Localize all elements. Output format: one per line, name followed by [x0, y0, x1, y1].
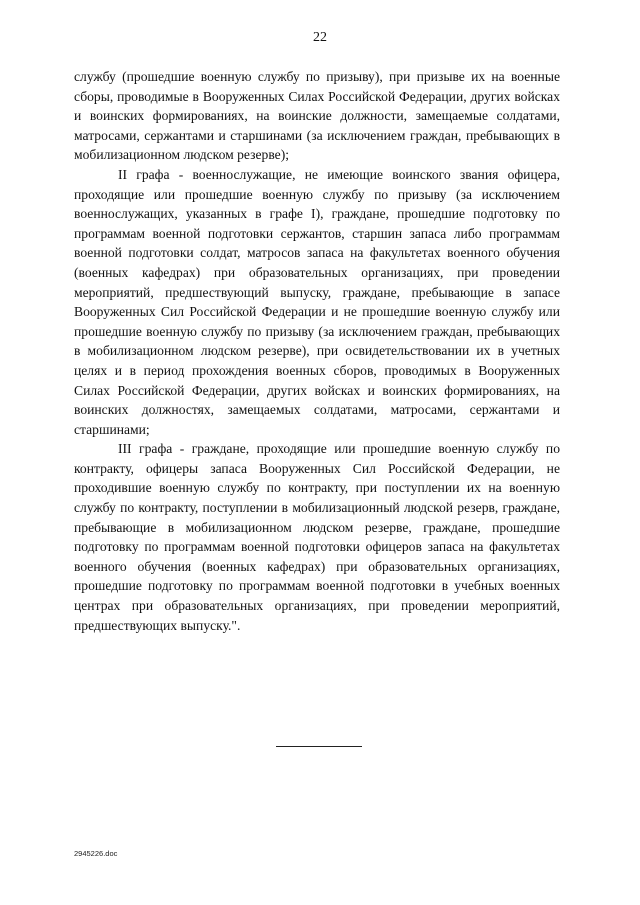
body-text: [74, 67, 560, 635]
separator-line: [276, 746, 362, 747]
page-number: 22: [313, 30, 327, 45]
paragraph-continuation: службу (прошедшие военную службу по призыву), при призыве их на военные сборы, проводимые в Вооруженных Силах Российской Федерации, других войсках и воинских формированиях, на воинские должности, замещаемые солдатами, матросами, сержантами и старшинами (за исключением граждан, пребывающих в мобилизационном людском резерве);: [74, 69, 560, 163]
paragraph-column-3: III графа - граждане, проходящие или прошедшие военную службу по контракту, офицеры запаса Вооруженных Сил Российской Федерации, не проходившие военную службу по контракту, при поступлении их на военную службу по контракту, поступлении в мобилизационный людской резерв, граждане, пребывающие в мобилизационном людском резерве, граждане, прошедшие подготовку по программам военной подготовки офицеров запаса на факультетах военного обучения (военных кафедрах) при образовательных организациях, прошедшие подготовку по программам военной подготовки в учебных военных центрах при образовательных организациях, при проведении мероприятий, предшествующих выпуску.".: [74, 441, 560, 633]
document-code: 2945226.doc: [74, 849, 118, 858]
paragraph-column-2: II графа - военнослужащие, не имеющие воинского звания офицера, проходящие или прошедшие военную службу по призыву (за исключением военнослужащих, указанных в графе I), граждане, прошедшие подготовку по программам военной подготовки сержантов, старшин запаса либо программам военной подготовки солдат, матросов запаса на факультетах военного обучения (военных кафедрах) при образовательных организациях, при проведении мероприятий, предшествующий выпуску, граждане, пребывающие в запасе Вооруженных Сил Российской Федерации и не прошедшие военную службу или прошедшие военную службу по призыву (за исключением граждан, пребывающих в мобилизационном людском резерве), при освидетельствовании их в учетных целях и в период прохождения военных сборов, проводимых в Вооруженных Силах Российской Федерации, других войсках и воинских формированиях, на воинских должностях, замещаемых солдатами, матросами, сержантами и старшинами;: [74, 166, 560, 437]
